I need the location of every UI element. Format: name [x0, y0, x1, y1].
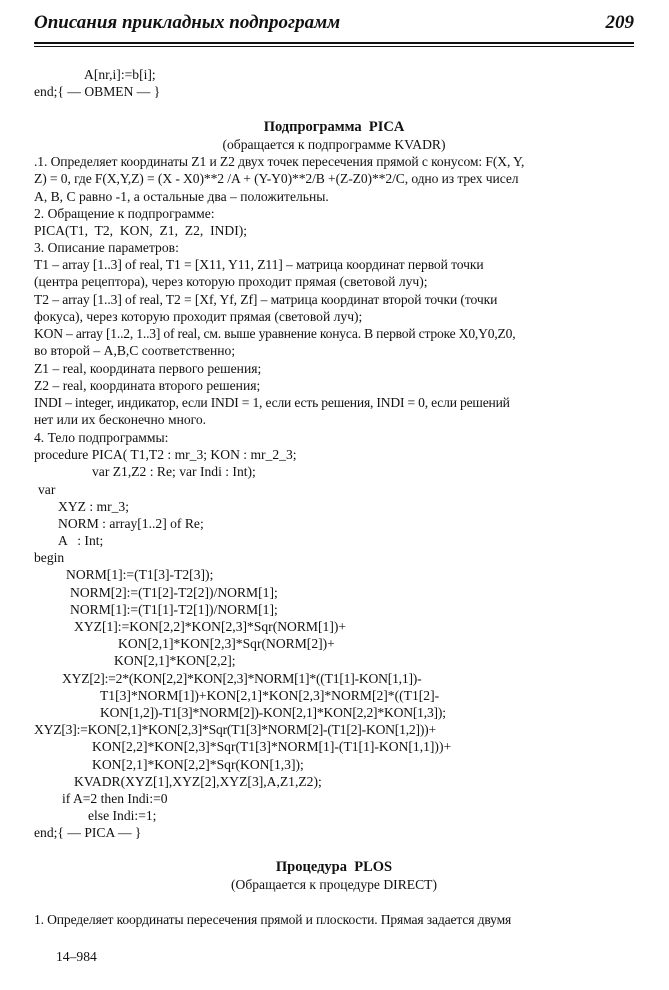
text-line: Z) = 0, где F(X,Y,Z) = (X - X0)**2 /A + (Y-Y0)**2/B +(Z-Z0)**2/C, одно из трех чисел	[34, 171, 519, 187]
param-t2	[34, 291, 634, 326]
call-heading: 2. Обращение к подпрограмме:	[34, 206, 215, 221]
text-line: во второй – A,B,C соответственно;	[34, 343, 236, 359]
param-t1	[34, 256, 634, 291]
param-indi	[34, 394, 634, 429]
code-line: else Indi:=1;	[88, 808, 157, 823]
code-line: if A=2 then Indi:=0	[62, 791, 168, 806]
code-line: NORM[2]:=(T1[2]-T2[2])/NORM[1];	[70, 585, 278, 600]
param-kon	[34, 325, 634, 360]
code-line: XYZ[1]:=KON[2,2]*KON[2,3]*Sqr(NORM[1])+	[74, 619, 347, 634]
section-title-plos: Процедура PLOS	[275, 859, 393, 875]
section-subtitle-pica: (обращается к подпрограмме KVADR)	[222, 137, 446, 152]
text-line: INDI – integer, индикатор, если INDI = 1, если есть решения, INDI = 0, если решений	[34, 395, 510, 410]
code-line: procedure PICA( T1,T2 : mr_3; KON : mr_2_3;	[34, 447, 297, 462]
code-line: KON[2,1]*KON[2,2]*Sqr(KON[1,3]);	[92, 757, 304, 772]
param-z1: Z1 – real, координата первого решения;	[34, 361, 262, 376]
section-title-pica: Подпрограмма PICA	[263, 119, 405, 135]
code-line: KON[2,1]*KON[2,3]*Sqr(NORM[2])+	[118, 636, 335, 651]
plos-description: 1. Определяет координаты пересечения прямой и плоскости. Прямая задается двумя	[34, 912, 512, 927]
pica-description	[34, 153, 634, 205]
text-line: нет или их бесконечно много.	[34, 412, 207, 428]
code-line: XYZ[3]:=KON[2,1]*KON[2,3]*Sqr(T1[3]*NORM[2]-(T1[2]-KON[1,2]))+	[34, 722, 436, 737]
param-z2: Z2 – real, координата второго решения;	[34, 378, 261, 393]
section-subtitle-plos: (Обращается к процедуре DIRECT)	[231, 877, 437, 892]
page-number: 209	[605, 12, 634, 33]
header-rule	[34, 42, 634, 47]
code-line: end;{ — OBMEN — }	[34, 84, 161, 99]
text-line: A, B, C равно -1, а остальные два – положительны.	[34, 188, 329, 204]
text-line: (центра рецептора), через которую проходит прямая (световой луч);	[34, 274, 428, 290]
text-line: T1 – array [1..3] of real, T1 = [X11, Y11, Z11] – матрица координат первой точки	[34, 257, 484, 272]
code-line: XYZ[2]:=2*(KON[2,2]*KON[2,3]*NORM[1]*((T1[1]-KON[1,1])-	[62, 671, 422, 686]
text-line: T2 – array [1..3] of real, T2 = [Xf, Yf, Zf] – матрица координат второй точки (точки	[34, 292, 498, 307]
code-line: var Z1,Z2 : Re; var Indi : Int);	[92, 464, 256, 479]
code-line: var	[38, 482, 56, 497]
code-line: begin	[34, 550, 65, 565]
text-line: .1. Определяет координаты Z1 и Z2 двух точек пересечения прямой с конусом: F(X, Y,	[34, 154, 525, 169]
body-heading: 4. Тело подпрограммы:	[34, 430, 169, 445]
code-line: KVADR(XYZ[1],XYZ[2],XYZ[3],A,Z1,Z2);	[74, 774, 322, 789]
code-line: KON[2,1]*KON[2,2];	[114, 653, 236, 668]
signature-mark: 14–984	[56, 949, 97, 964]
call-statement: PICA(T1, T2, KON, Z1, Z2, INDI);	[34, 223, 248, 238]
code-line: T1[3]*NORM[1])+KON[2,1]*KON[2,3]*NORM[2]*((T1[2]-	[100, 688, 440, 703]
code-line: XYZ : mr_3;	[58, 499, 129, 514]
code-line: A[nr,i]:=b[i];	[84, 67, 156, 82]
code-line: A : Int;	[58, 533, 104, 548]
code-line: end;{ — PICA — }	[34, 825, 142, 840]
text-line: фокуса), через которую проходит прямая (световой луч);	[34, 309, 363, 325]
code-line: NORM[1]:=(T1[1]-T2[1])/NORM[1];	[70, 602, 278, 617]
text-line: KON – array [1..2, 1..3] of real, см. выше уравнение конуса. В первой строке X0,Y0,Z0,	[34, 326, 516, 341]
params-heading: 3. Описание параметров:	[34, 240, 179, 255]
code-line: KON[2,2]*KON[2,3]*Sqr(T1[3]*NORM[1]-(T1[1]-KON[1,1]))+	[92, 739, 452, 754]
code-line: NORM : array[1..2] of Re;	[58, 516, 204, 531]
code-line: NORM[1]:=(T1[3]-T2[3]);	[66, 567, 214, 582]
page-header	[34, 14, 634, 40]
running-title: Описания прикладных подпрограмм	[34, 12, 341, 33]
code-line: KON[1,2])-T1[3]*NORM[2])-KON[2,1]*KON[2,2]*KON[1,3]);	[100, 705, 446, 720]
